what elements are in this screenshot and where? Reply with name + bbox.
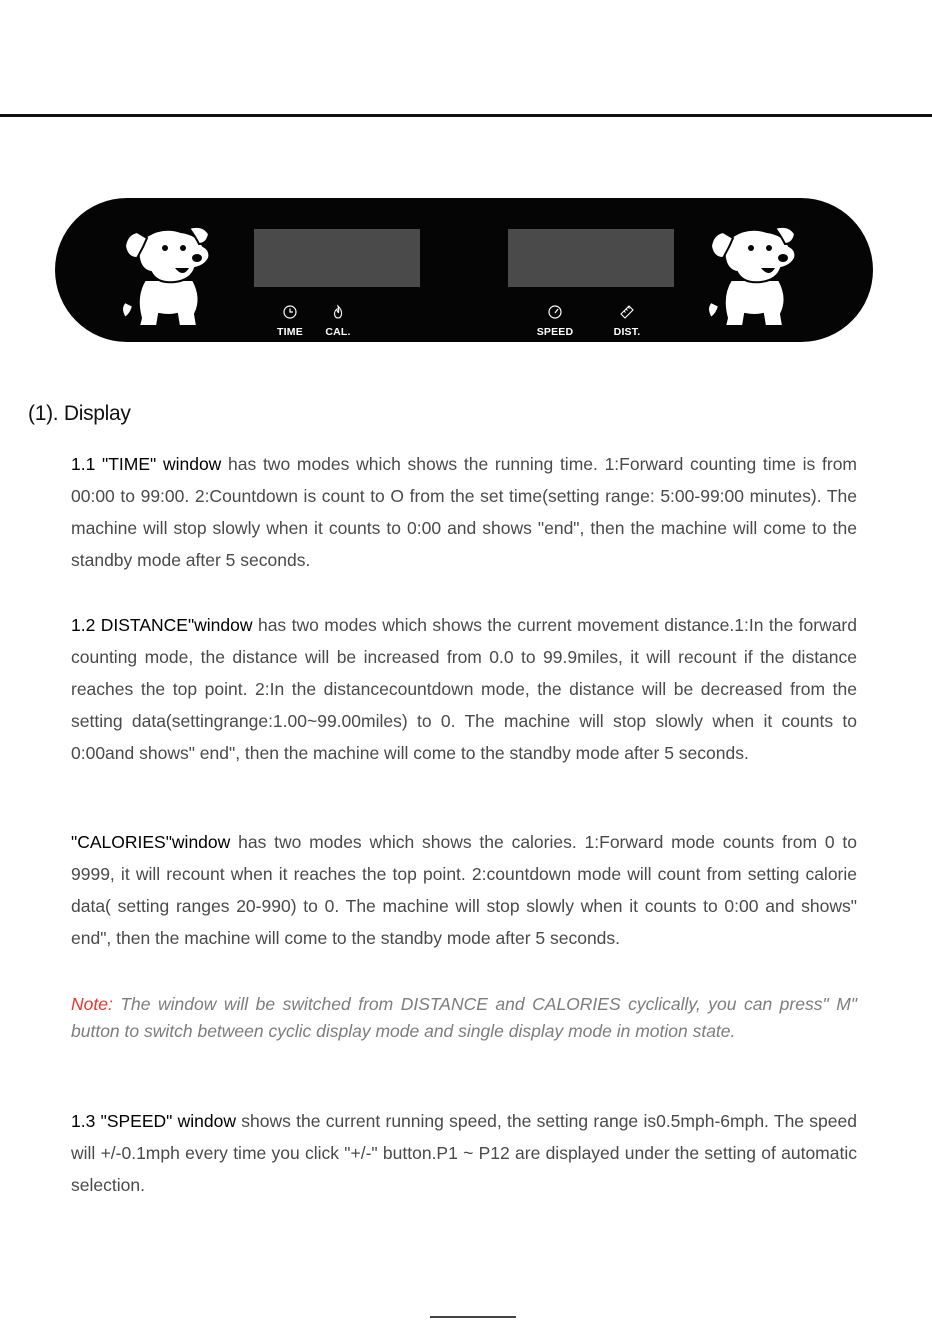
distance-indicator [597, 304, 657, 340]
speed-indicator [525, 304, 585, 340]
distance-window-body: has two modes which shows the current movement distance.1:In the forward counting mode, the distance will be increased from 0.0 to 99.9miles, it will recount if the distance reaches the top point. 2:In the distancecountdown mode, the distance will be decreased from the setting data(settingrange:1.00~99.00miles) to 0. The machine will stop slowly when it counts to 0:00and shows" end", then the machine will come to the standby mode after 5 seconds. [71, 615, 857, 763]
speed-window-body: shows the current running speed, the setting range is0.5mph-6mph. The speed will +/-0.1mph every time you click "+/-" button.P1 ~ P12 are displayed under the setting of automatic selection. [71, 1111, 857, 1195]
note-label: Note: [71, 994, 113, 1014]
clock-icon [282, 304, 298, 320]
header-rule [0, 114, 932, 117]
distance-window-paragraph [71, 609, 857, 769]
speed-distance-display-window [508, 229, 674, 287]
footer-fragment [430, 1316, 516, 1318]
flame-icon [330, 304, 346, 320]
calories-indicator-label: CAL. [325, 326, 351, 338]
time-window-lead: 1.1 "TIME" window [71, 454, 222, 474]
dog-mascot-left-icon [117, 222, 221, 330]
time-window-body: has two modes which shows the running time. 1:Forward counting time is from 00:00 to 99:00. 2:Countdown is count to O from the set time(setting range: 5:00-99:00 minutes). The machine will stop slowly when it counts to 0:00 and shows "end", then the machine will come to the standby mode after 5 seconds. [71, 454, 858, 570]
speedometer-icon [547, 304, 563, 320]
time-indicator-label: TIME [277, 326, 303, 338]
console-panel [55, 198, 873, 342]
calories-indicator [308, 304, 368, 340]
speed-window-paragraph [71, 1105, 857, 1201]
time-window-paragraph [71, 448, 857, 576]
section-heading: (1). Display [28, 402, 131, 425]
time-calories-display-window [254, 229, 420, 287]
ruler-icon [619, 304, 635, 320]
speed-indicator-label: SPEED [536, 326, 574, 338]
dog-mascot-right-icon [703, 222, 807, 330]
calories-window-paragraph [71, 826, 857, 954]
note-body: The window will be switched from DISTANCE and CALORIES cyclically, you can press" M" button to switch between cyclic display mode and single display mode in motion state. [71, 994, 857, 1041]
calories-window-lead: "CALORIES"window [71, 832, 231, 852]
note-paragraph [71, 991, 857, 1044]
distance-window-lead: 1.2 DISTANCE"window [71, 615, 253, 635]
calories-window-body: has two modes which shows the calories. 1:Forward mode counts from 0 to 9999, it will recount when it reaches the top point. 2:countdown mode will count from setting calorie data( setting ranges 20-990) to 0. The machine will stop slowly when it counts to 0:00 and shows" end", then the machine will come to the standby mode after 5 seconds. [71, 832, 857, 948]
distance-indicator-label: DIST. [613, 326, 641, 338]
speed-window-lead: 1.3 "SPEED" window [71, 1111, 236, 1131]
